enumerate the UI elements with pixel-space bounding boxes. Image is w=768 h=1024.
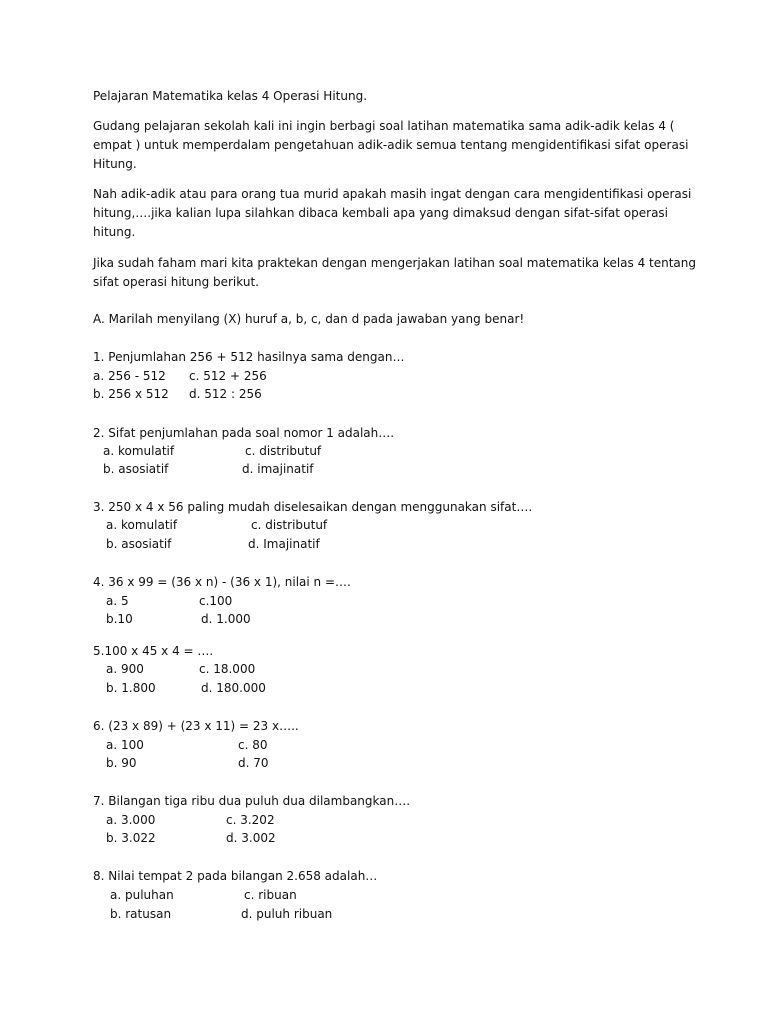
option-c: c. distributuf [251, 518, 328, 532]
paragraph2-line: hitung,….jika kalian lupa silahkan dibaca kembali apa yang dimaksud dengan sifat-sifat operasi [93, 206, 669, 220]
question-text: 4. 36 x 99 = (36 x n) - (36 x 1), nilai n =…. [93, 575, 351, 589]
intro-line: empat ) untuk memperdalam pengetahuan adik-adik semua tentang mengidentifikasi sifat operasi [93, 138, 689, 152]
option-c: c. 512 + 256 [189, 369, 267, 383]
option-c: c. 80 [238, 738, 268, 752]
option-a: a. 5 [106, 594, 129, 608]
document-title: Pelajaran Matematika kelas 4 Operasi Hitung. [93, 89, 368, 103]
question-text: 1. Penjumlahan 256 + 512 hasilnya sama dengan… [93, 350, 405, 364]
option-d: d. 1.000 [201, 612, 251, 626]
option-d: d. 70 [238, 756, 269, 770]
question-text: 8. Nilai tempat 2 pada bilangan 2.658 adalah… [93, 869, 378, 883]
option-a: a. puluhan [110, 888, 174, 902]
option-c: c. ribuan [244, 888, 297, 902]
option-a: a. 100 [106, 738, 144, 752]
option-b: b. asosiatif [106, 537, 172, 551]
option-a: a. 256 - 512 [93, 369, 166, 383]
question-text: 6. (23 x 89) + (23 x 11) = 23 x….. [93, 719, 299, 733]
intro-line: Hitung. [93, 157, 137, 171]
option-c: c. distributuf [245, 444, 322, 458]
option-c: c.100 [199, 594, 233, 608]
option-a: a. 3.000 [106, 813, 156, 827]
option-a: a. 900 [106, 662, 144, 676]
intro-line: Gudang pelajaran sekolah kali ini ingin berbagi soal latihan matematika sama adik-adik kelas 4 ( [93, 119, 675, 133]
paragraph3-line: Jika sudah faham mari kita praktekan dengan mengerjakan latihan soal matematika kelas 4 tentang [93, 256, 697, 270]
option-d: d. Imajinatif [248, 537, 320, 551]
option-a: a. komulatif [106, 518, 178, 532]
option-b: b. 90 [106, 756, 137, 770]
option-b: b. 3.022 [106, 831, 156, 845]
option-d: d. 3.002 [226, 831, 276, 845]
option-b: b. 1.800 [106, 681, 156, 695]
option-b: b. asosiatif [103, 462, 169, 476]
question-text: 3. 250 x 4 x 56 paling mudah diselesaikan dengan menggunakan sifat…. [93, 500, 533, 514]
option-b: b.10 [106, 612, 133, 626]
option-b: b. ratusan [110, 907, 172, 921]
paragraph3-line: sifat operasi hitung berikut. [93, 275, 259, 289]
option-d: d. puluh ribuan [241, 907, 333, 921]
paragraph2-line: Nah adik-adik atau para orang tua murid apakah masih ingat dengan cara mengidentifikasi operasi [93, 187, 692, 201]
paragraph2-line: hitung. [93, 225, 136, 239]
option-b: b. 256 x 512 [93, 387, 169, 401]
option-c: c. 18.000 [199, 662, 256, 676]
question-text: 5.100 x 45 x 4 = …. [93, 644, 214, 658]
question-text: 2. Sifat penjumlahan pada soal nomor 1 adalah…. [93, 426, 395, 440]
instruction-text: A. Marilah menyilang (X) huruf a, b, c, dan d pada jawaban yang benar! [93, 312, 525, 326]
question-text: 7. Bilangan tiga ribu dua puluh dua dilambangkan…. [93, 794, 411, 808]
option-d: d. 180.000 [201, 681, 266, 695]
option-c: c. 3.202 [226, 813, 275, 827]
option-d: d. imajinatif [242, 462, 314, 476]
option-a: a. komulatif [103, 444, 175, 458]
option-d: d. 512 : 256 [189, 387, 262, 401]
